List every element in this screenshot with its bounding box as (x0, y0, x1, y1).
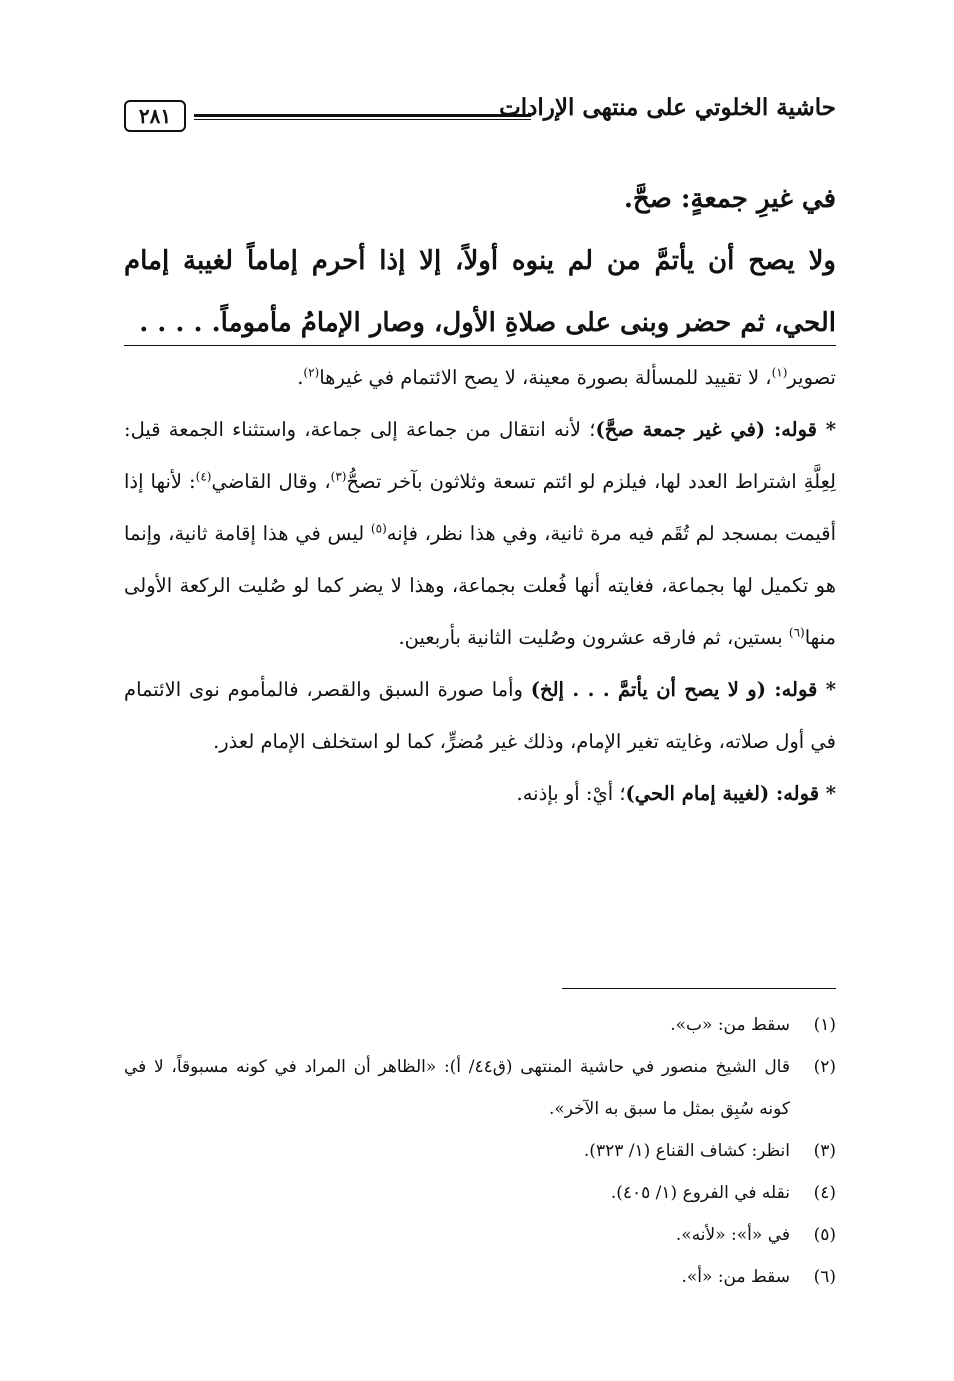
qawluhu-marker: * قوله: (765, 418, 837, 441)
footnote-number: (٢) (813, 1057, 836, 1077)
footnote-text: قال الشيخ منصور في حاشية المنتهى (ق٤٤/ أ): «الظاهر أن المراد في كونه مسبوقاً، لا في كونه سُبِق بمثل ما سبق به الآخر». (124, 1057, 790, 1119)
footnote-item (124, 1130, 836, 1172)
commentary-text: بستين، ثم فارقه عشرون وصُليت الثانية بأربعين. (398, 626, 789, 649)
footnote-ref: (١) (771, 365, 788, 380)
commentary-text: ، وقال القاضي (211, 470, 331, 493)
commentary-paragraph-3 (124, 768, 836, 820)
commentary-text: ليس في هذا إقامة ثانية، وإنما هو تكميل لها بجماعة، فغايته أنها فُعلت بجماعة، وهذا لا يضر كما لو صُليت الركعة الأولى منها (124, 522, 836, 649)
commentary-paragraph-2 (124, 664, 836, 768)
commentary-text: : لأنها إذا أقيمت بمسجد لم تُقَم فيه مرة ثانية، وفي هذا نظر، فإنه (124, 470, 837, 545)
footnote-number: (٦) (813, 1267, 836, 1287)
footnote-ref: (٢) (303, 365, 320, 380)
footnote-number: (٤) (813, 1183, 836, 1203)
qawluhu-marker: * قوله: (769, 782, 836, 805)
footnote-ref: (٥) (370, 521, 387, 536)
commentary-text: ؛ أيْ: أو بإذنه. (516, 782, 626, 805)
commentary (124, 352, 836, 820)
quoted-phrase: (لغيبة إمام الحي) (625, 782, 770, 805)
footnote-number: (٣) (813, 1141, 836, 1161)
commentary-text: . (297, 366, 304, 389)
footnote-text: في «أ»: «لأنه». (675, 1225, 790, 1245)
commentary-paragraph-1 (124, 404, 836, 664)
footnote-item (124, 1214, 836, 1256)
footnote-number: (٥) (813, 1225, 836, 1245)
footnote-text: انظر: كشاف القناع (١/ ٣٢٣). (583, 1141, 790, 1161)
footnotes (124, 1004, 836, 1298)
commentary-text: وأما صورة السبق والقصر، فالمأموم نوى الائتمام في أول صلاته، وغايته تغير الإمام، وذلك غير مُضرٍّ، كما لو استخلف الإمام لعذر. (124, 678, 836, 753)
commentary-paragraph-0 (124, 352, 836, 404)
main-text-line-2: ولا يصح أن يأتمَّ من لم ينوه أولاً، إلا إذا أحرم إماماً لغيبة إمام الحي، ثم حضر وبنى على صلاةِ الأول، وصار الإمامُ مأموماً. . . . . (124, 246, 836, 338)
commentary-text: تصوير (787, 366, 836, 389)
qawluhu-marker: * قوله: (765, 678, 836, 701)
main-text (124, 168, 836, 354)
quoted-phrase: (و لا يصح أن يأتمَّ . . . إلخ) (530, 678, 766, 701)
footnote-item (124, 1256, 836, 1298)
footnote-text: نقله في الفروع (١/ ٤٠٥). (610, 1183, 790, 1203)
footnote-ref: (٦) (788, 625, 805, 640)
commentary-text: ، لا تقييد للمسألة بصورة معينة، لا يصح الائتمام في غيرها (319, 366, 772, 389)
main-text-line-1: في غيرِ جمعةٍ: صحَّ. (623, 184, 836, 214)
footnote-item (124, 1046, 836, 1130)
book-title: حاشية الخلوتي على منتهى الإرادات (499, 94, 836, 121)
header-rule (194, 114, 531, 120)
footnote-divider (562, 988, 836, 989)
commentary-text: ؛ لأنه انتقال من جماعة إلى جماعة، واستثناء الجمعة قيل: لِعِلَّةِ اشتراط العدد لها، فيلزم لو ائتم تسعة وثلاثون بآخر تصحُّ (124, 418, 836, 493)
footnote-ref: (٤) (195, 469, 212, 484)
footnote-item (124, 1004, 836, 1046)
quoted-phrase: (في غير جمعة صحَّ) (595, 418, 766, 441)
main-text-divider (124, 345, 836, 346)
page-number: ٢٨١ (124, 100, 186, 132)
footnote-item (124, 1172, 836, 1214)
footnote-text: سقط من: «ب». (670, 1015, 790, 1035)
footnote-text: سقط من: «أ». (681, 1267, 790, 1287)
footnote-number: (١) (813, 1015, 836, 1035)
page-header (124, 92, 836, 140)
footnote-ref: (٣) (330, 469, 347, 484)
